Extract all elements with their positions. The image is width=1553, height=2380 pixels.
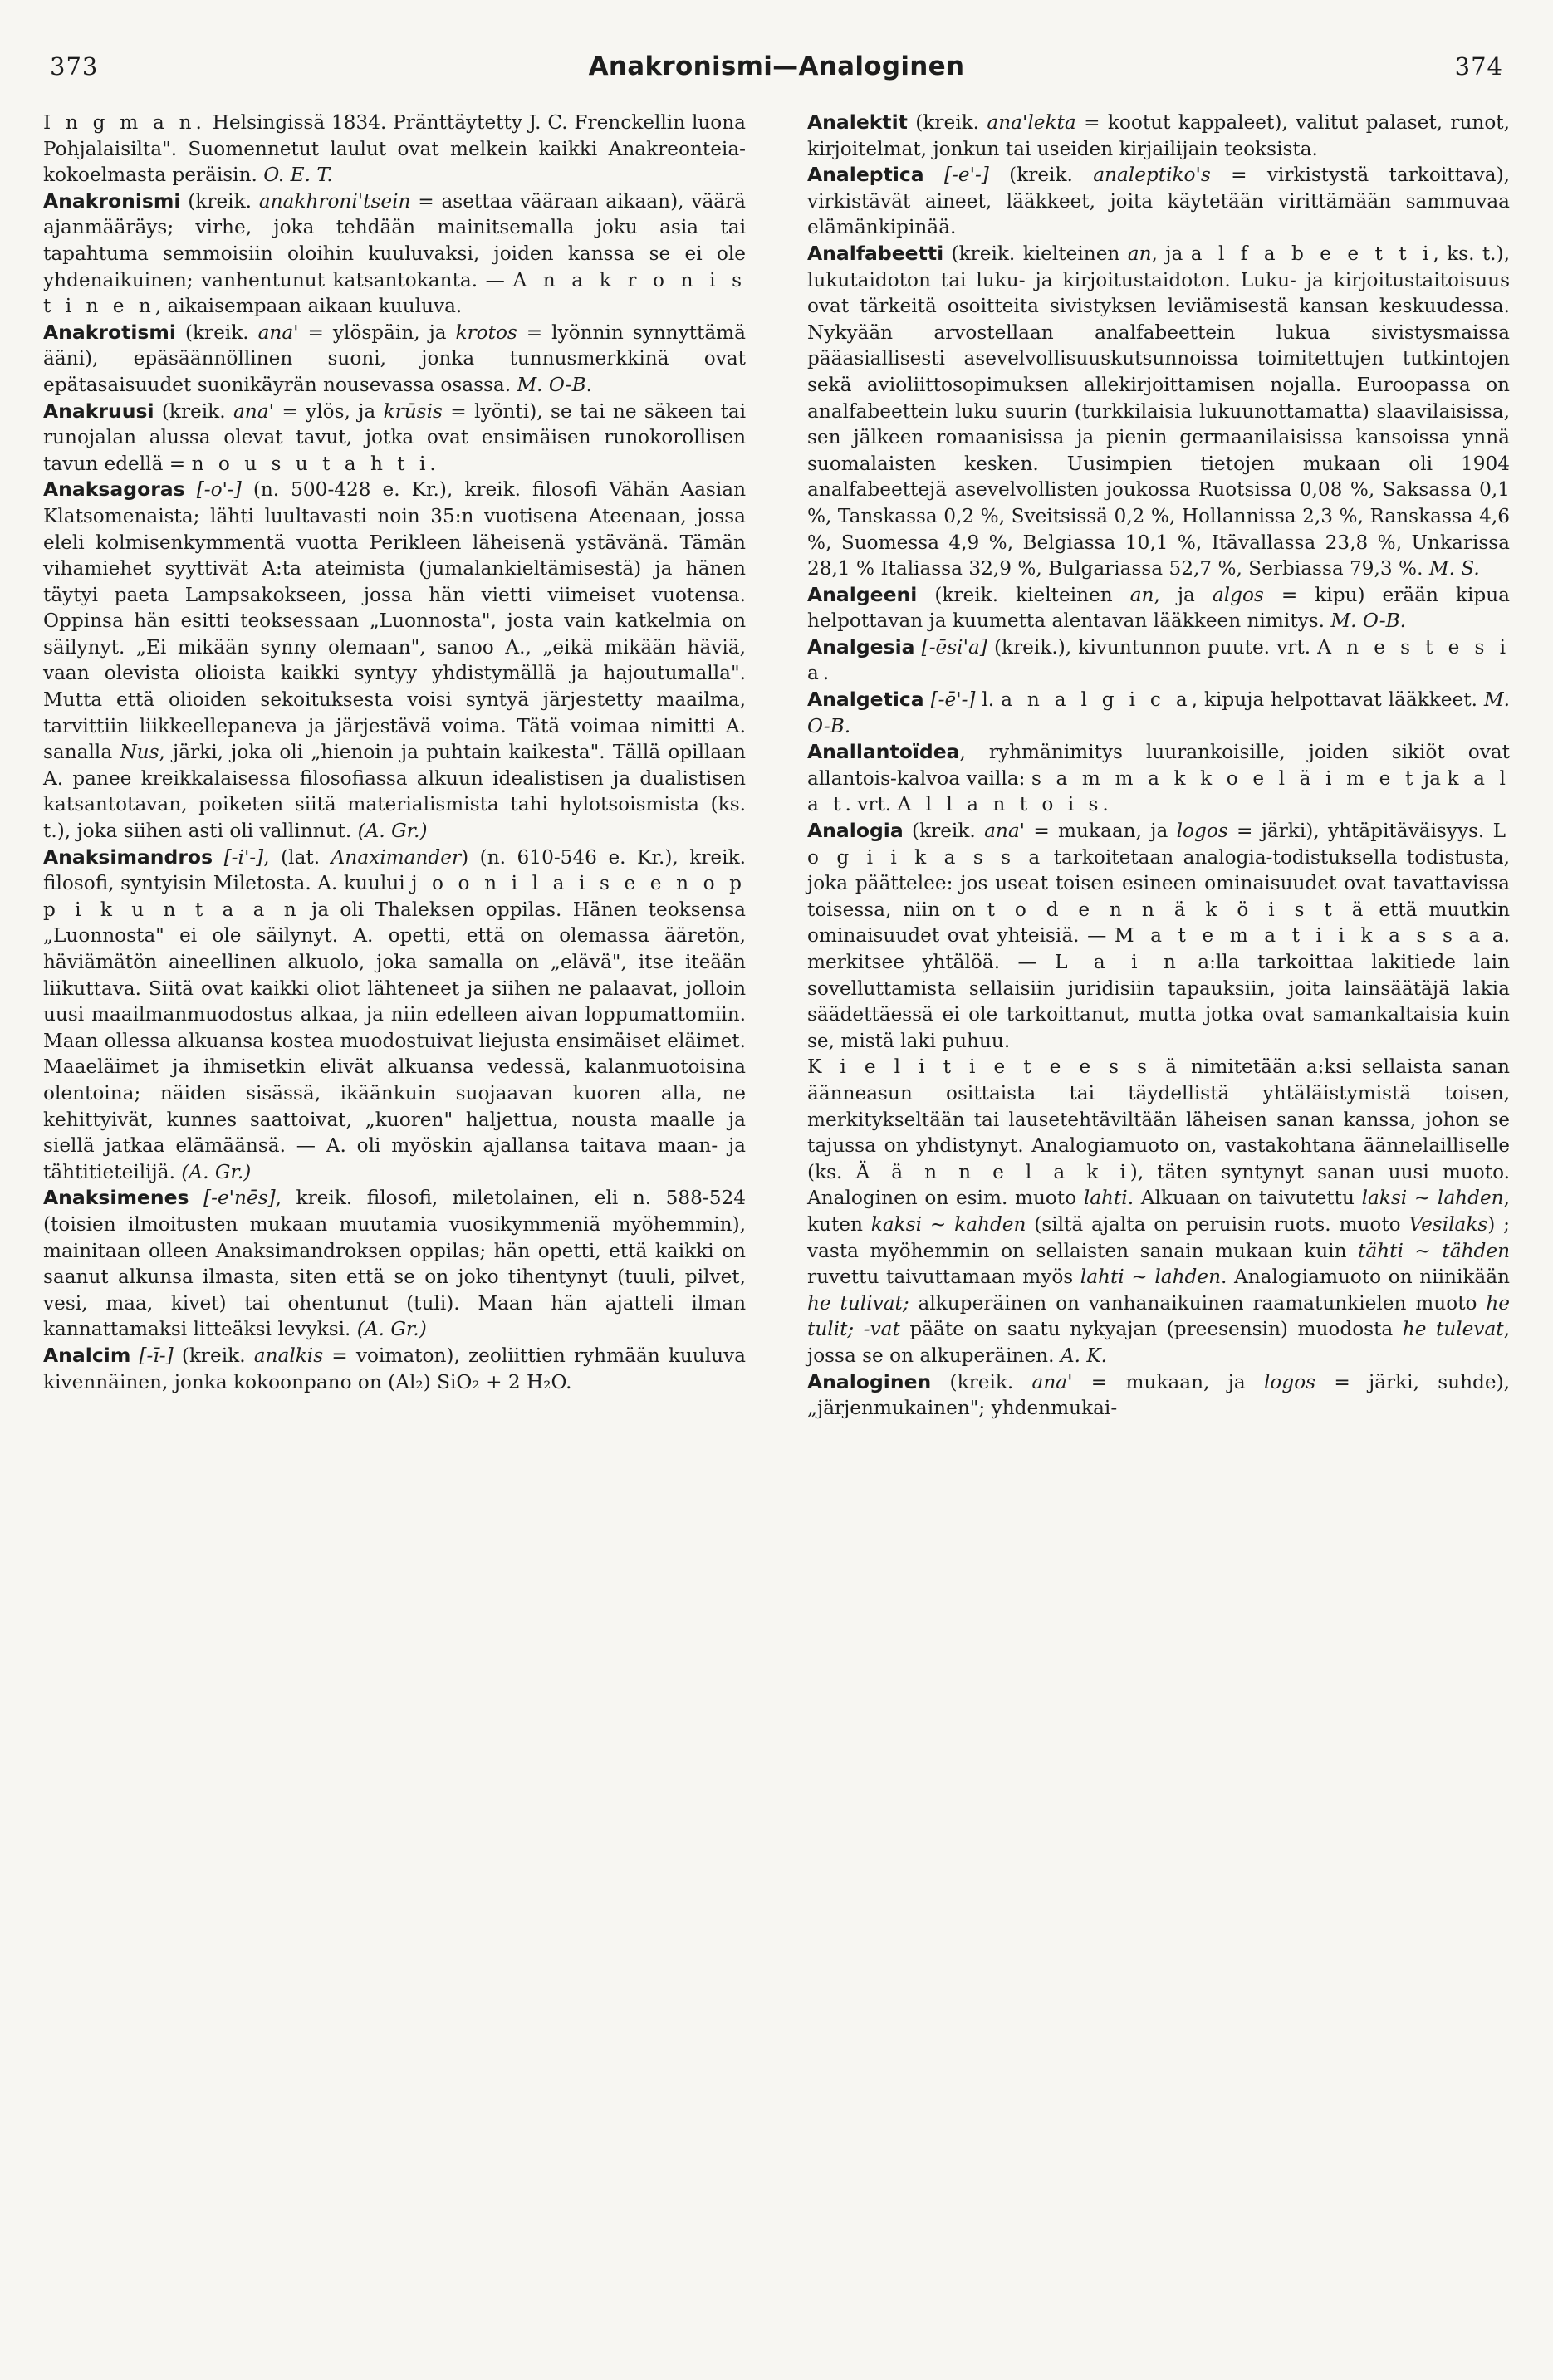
- entry-text: a. merkitsee yhtälöä. —: [807, 924, 1510, 973]
- entry-text: Anaximander: [331, 845, 462, 869]
- entry-text: = ylös, ja: [273, 399, 384, 423]
- entry-text: j o o n i l a i s e e n o p p i k u n t a a n: [43, 872, 746, 921]
- dictionary-entry: [807, 162, 1510, 241]
- entry-text: = voimaton), zeoliittien ryhmään kuuluva kivennäinen, jonka kokoonpano on (Al₂) SiO₂ + 2 H₂O.: [43, 1344, 747, 1393]
- entry-text: ) (n. 610-546 e. Kr.), kreik. filosofi, syntyisin Miletosta. A. kuului: [43, 845, 746, 895]
- dictionary-entry: [807, 687, 1510, 739]
- entry-text: t o d e n n ä k ö i s t ä: [987, 898, 1368, 921]
- entry-text: a l f a b e e t t i: [1190, 242, 1433, 265]
- entry-text: = ylöspäin, ja: [298, 321, 456, 344]
- entry-text: (kreik.: [988, 164, 1094, 187]
- left-page-number: 373: [50, 52, 99, 81]
- entry-text: A n e s t e s i a: [807, 635, 1510, 685]
- entry-text: k a l a t: [807, 766, 1510, 816]
- dictionary-entry: [43, 110, 746, 189]
- entry-text: . Alkuaan on taivutettu: [1127, 1187, 1362, 1210]
- entry-text: = mukaan, ja: [1072, 1370, 1264, 1393]
- entry-text: [130, 1344, 139, 1367]
- entry-text: (kreik.: [931, 1370, 1032, 1393]
- author-signature: M. O-B.: [517, 373, 593, 396]
- author-signature: (A. Gr.): [181, 1160, 252, 1183]
- dictionary-entry: [807, 634, 1510, 687]
- entry-text: logos: [1263, 1370, 1316, 1393]
- entry-text: ruvettu taivuttamaan myös: [807, 1266, 1080, 1289]
- entry-text: , ryhmänimitys luurankoisille, joiden sikiöt ovat allantois-kalvoa vailla:: [807, 741, 1510, 790]
- entry-text: (kreik. kielteinen: [917, 583, 1130, 606]
- entry-text: (kreik.), kivuntunnon puute. vrt.: [987, 635, 1318, 659]
- entry-text: n o u s u t a h t i: [191, 452, 430, 475]
- dictionary-entry: [43, 189, 746, 320]
- entry-text: l.: [975, 688, 1002, 712]
- entry-headword: Analektit: [807, 110, 908, 134]
- entry-text: Nus: [120, 741, 159, 764]
- entry-text: algos: [1212, 583, 1264, 606]
- dictionary-entry: [807, 1369, 1510, 1422]
- author-signature: M. S.: [1428, 557, 1480, 580]
- entry-text: = järki), yhtäpitäväisyys.: [1227, 820, 1493, 843]
- entry-text: ) ; vasta myöhemmin on sellaisten sanain mukaan kuin: [807, 1212, 1510, 1262]
- entry-text: (kreik.: [903, 820, 985, 843]
- entry-text: ana': [984, 820, 1026, 843]
- entry-text: he tulit; -vat: [807, 1291, 1510, 1341]
- entry-text: alkuperäinen on vanhanaikuinen raamatunkielen muoto: [909, 1291, 1487, 1315]
- entry-text: Vesilaks: [1408, 1212, 1488, 1236]
- entry-headword: Analgetica: [807, 688, 924, 712]
- entry-text: .: [1102, 793, 1109, 816]
- entry-text: [924, 164, 944, 186]
- entry-text: ~: [1403, 1239, 1443, 1262]
- entry-text: , aikaisempaan aikaan kuuluva.: [154, 295, 463, 318]
- entry-text: . Analogiamuoto on niinikään: [1221, 1266, 1510, 1289]
- entry-headword: Anaksimandros: [43, 845, 213, 869]
- entry-headword: Anakronismi: [43, 189, 181, 213]
- entry-text: M a t e m a t i i k a s s a: [1114, 924, 1485, 948]
- dictionary-entry: [43, 1185, 746, 1343]
- entry-text: ), täten syntynyt sanan uusi muoto. Analoginen on esim. muoto: [807, 1160, 1511, 1210]
- entry-text: , (lat.: [263, 845, 331, 869]
- entry-text: [189, 1187, 204, 1209]
- entry-headword: Anaksagoras: [43, 477, 185, 502]
- entry-text: . vrt.: [845, 793, 898, 816]
- entry-headword: Anallantoïdea: [807, 740, 960, 764]
- entry-text: , kreik. filosofi, miletolainen, eli n. 588-524 (toisien ilmoitusten mukaan muutamia vuosikymmeniä myöhemmin), mainitaan olleen Anaksimandroksen oppilas; hän opetti, että kaikki on saanut alkunsa ilmasta, siten että se on joko tihentynyt (tuuli, pilvet, vesi, maa, kivet) tai ohentunut (tuli). Maan hän ajatteli ilman kannattamaksi litteäksi levyksi.: [43, 1187, 746, 1341]
- entry-text: ja: [1417, 766, 1448, 790]
- entry-text: Ä ä n n e l a k i: [855, 1160, 1130, 1183]
- entry-text: , ks. t.), lukutaidoton tai luku- ja kirjoitustaidoton. Luku- ja kirjoitustaitoisuus ovat tärkeitä osoitteita sivistyksen leviämisestä kansan keskuudessa. Nykyään arvostellaan analfabeettein lukua sivistysmaissa pääasiallisesti asevelvollisuuskutsunnoissa toimitettujen tutkintojen sekä avioliittosopimuksen allekirjoittamisen nojalla. Euroopassa on analfabeettein luku suurin (turkkilaisia lukuunottamatta) slaavilaisissa, sen jälkeen romaanisissa ja pienin germaanilaisissa kansoissa ynnä suomalaisten kesken. Uusimpien tietojen mukaan oli 1904 analfabeettejä asevelvollisten joukossa Ruotsissa 0,08 %, Saksassa 0,1 %, Tanskassa 0,2 %, Sveitsissä 0,2 %, Hollannissa 2,3 %, Ranskassa 4,6 %, Suomessa 4,9 %, Belgiassa 10,1 %, Itävallassa 23,8 %, Unkarissa 28,1 % Italiassa 32,9 %, Bulgariassa 52,7 %, Serbiassa 79,3 %.: [807, 242, 1510, 580]
- entry-text: = kipu) erään kipua helpottavan ja kuumetta alentavan lääkkeen nimitys.: [807, 583, 1510, 633]
- author-signature: O. E. T.: [263, 164, 333, 187]
- entry-text: L o g i i k a s s a: [807, 820, 1510, 869]
- entry-text: , kuten: [807, 1187, 1510, 1236]
- entry-text: , jossa se on alkuperäinen.: [807, 1318, 1510, 1367]
- entry-text: (kreik.: [907, 111, 987, 134]
- entry-text: lahden: [1437, 1187, 1504, 1210]
- entry-text: = mukaan, ja: [1025, 820, 1177, 843]
- entry-text: [-ī-]: [139, 1344, 174, 1367]
- entry-text: , järki, joka oli „hienoin ja puhtain kaikesta". Tällä opillaan A. panee kreikkalaisessa filosofiassa alkuun idealistisen ja dualistisen katsantotavan, poiketen siitä materialismista tahi hylotsoismista (ks. t.), joka siihen asti oli vallinnut.: [43, 741, 746, 843]
- entry-text: .: [429, 452, 436, 475]
- entry-text: = virkistystä tarkoittava), virkistävät aineet, lääkkeet, joita käytetään virittämään sammuvaa elämänkipinää.: [807, 164, 1511, 239]
- dictionary-entry: [807, 739, 1510, 818]
- entry-text: [185, 478, 197, 501]
- entry-text: L a i n: [1055, 951, 1180, 973]
- entry-text: nimitetään a:ksi sellaista sanan äänneasun osittaista tai täydellistä yhtäläistymistä toisen, merkitykseltään tai lausetehtäviltään läheisen sanan kanssa, johon se tajussa on yhdistynyt. Analogiamuoto on, vastakohtana äännelailliselle (ks.: [807, 1055, 1510, 1183]
- entry-text: Helsingissä 1834. Pränttäytetty J. C. Frenckellin luona Pohjalaisilta". Suomennetut laulut ovat melkein kaikki Anakreonteia-kokoelmasta peräisin.: [43, 111, 747, 187]
- entry-text: [-i'-]: [223, 845, 264, 869]
- entry-text: krūsis: [383, 399, 443, 423]
- entry-headword: Anaksimenes: [43, 1186, 189, 1210]
- entry-text: [-ē'-]: [930, 688, 976, 712]
- entry-text: ja oli Thaleksen oppilas. Hänen teoksensa „Luonnosta" ei ole säilynyt. A. opetti, että on olemassa ääretön, häviämätön aineellinen alkuolo, joka samalla on „elävä", itse iteään liikuttava. Siitä ovat kaikki oliot lähteneet ja siihen ne palaavat, jolloin uusi maailmanmuodostus alkaa, ja niin edelleen aivan loppumattomiin. Maan ollessa alkuansa kostea muodostuivat liejusta ensimäiset eläimet. Maaeläimet ja ihmisetkin elivät alkuansa vedessä, kalanmuotoisina olentoina; näiden sisässä, ikäänkuin suojaavan kuoren alla, ne kehittyivät, kunnes saattoivat, „kuoren" haljettua, nousta maalle ja siellä jatkaa elämäänsä. — A. oli myöskin ajallansa taitava maan- ja tähtitieteilijä.: [43, 898, 746, 1183]
- entry-text: lahti: [1080, 1266, 1124, 1289]
- entry-text: ana': [257, 321, 299, 344]
- entry-text: (kreik.: [180, 189, 259, 213]
- author-signature: M. O-B.: [807, 688, 1510, 737]
- dictionary-entry: [43, 1343, 746, 1395]
- entry-text: ~: [922, 1212, 955, 1236]
- entry-text: , ja: [1151, 242, 1191, 265]
- entry-text: he tulivat;: [807, 1291, 909, 1315]
- entry-text: (n. 500-428 e. Kr.), kreik. filosofi Vähän Aasian Klatsomenaista; lähti luultavasti noin 35:n vuotisena Ateenaan, jossa eleli kolmisenkymmentä vuotta Perikleen läheisenä ystävänä. Tämän vihamiehet syyttivät A:ta ateimista (jumalankieltämisestä) ja hänen täytyi paeta Lampsakokseen, jossa hän vietti viimeiset vuotensa. Oppinsa hän esitti teoksessaan „Luonnosta", josta vain katkelmia on säilynyt. „Ei mikään synny olemaan", sanoo A., „eikä mikään häviä, vaan olevista olioista kaikki syntyy yhdistymällä ja hajoutumalla". Mutta että olioiden sekoituksesta voisi syntyä järjestetty maailma, tarvittiin liikkeellepaneva ja järjestävä voima. Tätä voimaa nimitti A. sanalla: [43, 478, 747, 764]
- dictionary-entry: [43, 399, 746, 477]
- right-page-number: 374: [1454, 52, 1503, 81]
- dictionary-entry: [43, 477, 746, 844]
- author-signature: A. K.: [1060, 1344, 1108, 1367]
- dictionary-entry: [43, 320, 746, 399]
- entry-text: kahden: [954, 1212, 1026, 1236]
- dictionary-entry: [807, 1054, 1510, 1369]
- entry-text: lahti: [1083, 1187, 1128, 1210]
- entry-text: .: [822, 662, 830, 685]
- entry-text: an: [1129, 583, 1154, 606]
- dictionary-entry: [807, 110, 1510, 162]
- author-signature: (A. Gr.): [357, 820, 428, 843]
- entry-text: , ja: [1154, 583, 1213, 606]
- entry-text: logos: [1176, 820, 1228, 843]
- entry-text: kaksi: [870, 1212, 923, 1236]
- right-column: [807, 110, 1510, 1422]
- dictionary-entry: [43, 845, 746, 1186]
- entry-text: ana'lekta: [987, 111, 1076, 134]
- entry-headword: Analgeeni: [807, 582, 918, 606]
- entry-text: A n a k r o n i s t i n e n: [43, 268, 746, 318]
- entry-text: = järki, suhde), „järjenmukainen"; yhdenmukai-: [807, 1370, 1510, 1420]
- entry-text: [-e'nēs]: [203, 1187, 276, 1210]
- entry-text: ana': [233, 399, 274, 423]
- entry-text: s a m m a k k o e l ä i m e t: [1031, 766, 1418, 790]
- running-title: Anakronismi—Analoginen: [588, 51, 965, 81]
- entry-text: (kreik. kielteinen: [943, 242, 1128, 265]
- entry-text: [-ēsi'a]: [921, 635, 987, 659]
- dictionary-entry: [807, 818, 1510, 1054]
- page-header: [50, 48, 1503, 85]
- author-signature: M. O-B.: [1330, 610, 1406, 633]
- entry-text: an: [1127, 242, 1152, 265]
- author-signature: (A. Gr.): [356, 1318, 427, 1341]
- entry-headword: Analfabeetti: [807, 241, 944, 265]
- entry-text: , kipuja helpottavat lääkkeet.: [1191, 688, 1484, 712]
- dictionary-entry: [807, 241, 1510, 582]
- dictionary-entry: [807, 582, 1510, 634]
- entry-headword: Analcim: [43, 1343, 131, 1367]
- entry-headword: Analgesia: [807, 634, 915, 659]
- left-column: [43, 110, 746, 1422]
- entry-text: a:lla tarkoittaa lakitiede lain sovelluttamista sellaisiin juridisiin tapauksiin, joita lainsäätäjä lakia säädettäessä ei ole tarkoittanut, mutta jotka ovat samankaltaisia kuin se, mistä laki puhuu.: [807, 951, 1510, 1052]
- entry-text: lahden: [1154, 1266, 1222, 1289]
- entry-headword: Analogia: [807, 819, 904, 843]
- entry-text: [924, 688, 931, 711]
- entry-text: = lyönti), se tai ne säkeen tai runojalan alussa olevat tavut, jotka ovat ensimäisen runokorollisen tavun edellä =: [43, 399, 747, 475]
- entry-text: tähden: [1442, 1239, 1510, 1262]
- entry-text: pääte on saatu nykyajan (preesensin) muodosta: [899, 1318, 1403, 1341]
- entry-headword: Analeptica: [807, 163, 924, 187]
- entry-text: [915, 636, 922, 659]
- entry-text: että muutkin ominaisuudet ovat yhteisiä. —: [807, 898, 1510, 948]
- entry-headword: Analoginen: [807, 1369, 932, 1393]
- entry-text: = lyönnin synnyttämä ääni), epäsäännöllinen suoni, jonka tunnusmerkkinä ovat epätasaisuudet suonikäyrän nousevassa osassa.: [43, 321, 746, 396]
- entry-text: krotos: [455, 321, 517, 344]
- entry-text: = kootut kappaleet), valitut palaset, runot, kirjoitelmat, jonkun tai useiden kirjailijain teoksista.: [807, 111, 1510, 160]
- entry-headword: Anakruusi: [43, 399, 154, 423]
- entry-text: (kreik.: [175, 321, 258, 344]
- entry-text: analeptiko's: [1093, 164, 1211, 187]
- entry-text: a n a l g i c a: [1001, 688, 1192, 712]
- entry-text: = asettaa vääraan aikaan), väärä ajanmääräys; virhe, joka tehdään mainitsemalla joku asia tai tapahtuma semmoisiin oloihin kuuluvaksi, joiden kanssa se ei ole yhdenaikuinen; vanhentunut katsantokanta. —: [43, 189, 746, 291]
- text-columns: [43, 110, 1510, 1422]
- entry-headword: Anakrotismi: [43, 320, 176, 344]
- entry-text: anakhroni'tsein: [258, 189, 411, 213]
- entry-text: ~: [1407, 1187, 1438, 1210]
- entry-text: (kreik.: [173, 1344, 254, 1367]
- entry-text: he tulevat: [1402, 1318, 1504, 1341]
- entry-text: [-o'-]: [196, 478, 242, 502]
- entry-text: analkis: [253, 1344, 324, 1367]
- entry-text: laksi: [1361, 1187, 1408, 1210]
- entry-text: ana': [1031, 1370, 1073, 1393]
- entry-text: A l l a n t o i s: [897, 793, 1103, 816]
- entry-text: K i e l i t i e t e e s s ä: [807, 1055, 1181, 1079]
- entry-text: tarkoitetaan analogia-todistuksella todistusta, joka päättelee: jos useat toisen esineen ominaisuudet ovat tavattavissa toisessa, niin on: [807, 845, 1511, 921]
- entry-text: ~: [1124, 1266, 1155, 1289]
- entry-text: tähti: [1358, 1239, 1404, 1262]
- entry-text: I n g m a n.: [43, 111, 206, 134]
- entry-text: [213, 846, 224, 869]
- entry-text: [-e'-]: [943, 164, 989, 187]
- entry-text: (siltä ajalta on peruisin ruots. muoto: [1026, 1212, 1409, 1236]
- entry-text: (kreik.: [154, 399, 233, 423]
